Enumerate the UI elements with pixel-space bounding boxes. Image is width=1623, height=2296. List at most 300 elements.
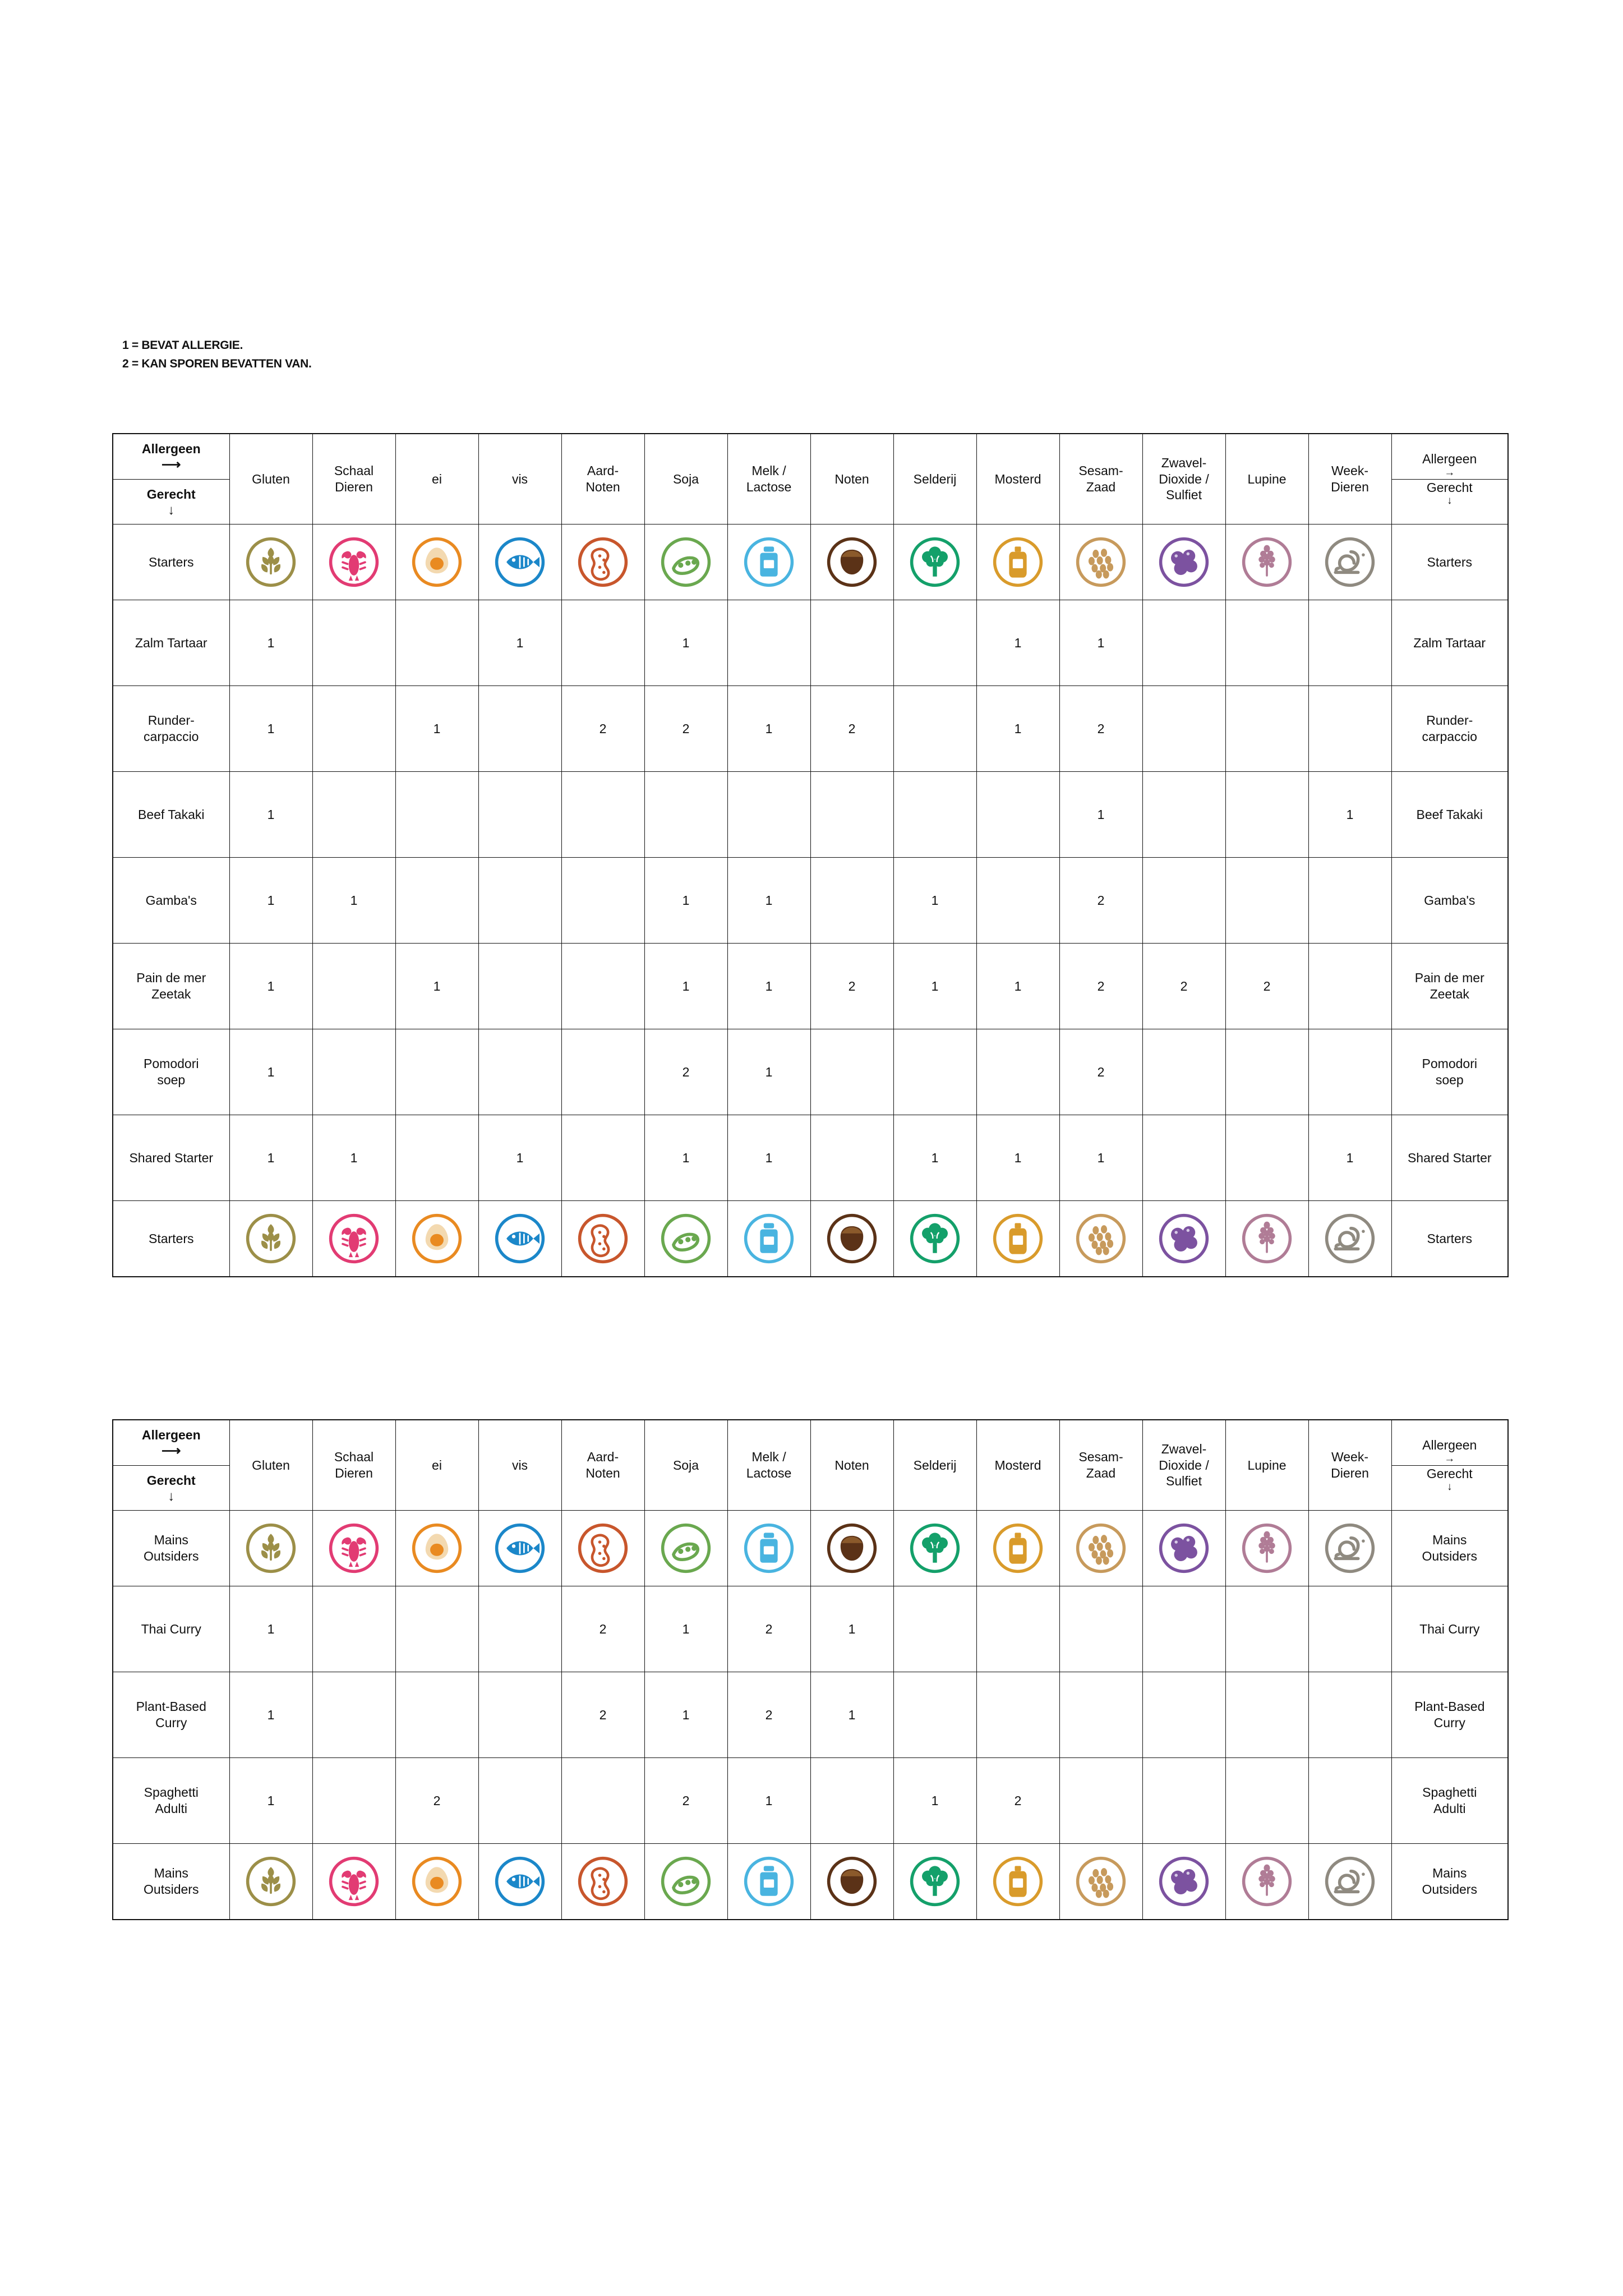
allergen-value: 1 [727, 944, 810, 1029]
mustard-icon [977, 1522, 1059, 1574]
allergen-icon-cell [478, 1201, 561, 1277]
arrow-right-icon: → [1444, 466, 1455, 478]
allergen-value [312, 600, 395, 686]
allergen-value: 1 [229, 686, 312, 772]
table-row [113, 1029, 1508, 1115]
allergen-icon-cell [893, 1201, 976, 1277]
allergen-icon-cell [1059, 524, 1142, 600]
section-row [113, 1511, 1508, 1586]
allergen-icon-cell [644, 1844, 727, 1920]
allergen-value [312, 944, 395, 1029]
allergen-header-mollusc: Week- Dieren [1308, 1420, 1391, 1511]
allergen-value: 1 [893, 1758, 976, 1844]
allergen-value [893, 772, 976, 858]
allergen-value: 1 [810, 1672, 893, 1758]
allergen-header-lupine: Lupine [1225, 434, 1308, 524]
allergen-value [312, 772, 395, 858]
allergen-header-mustard: Mosterd [976, 434, 1059, 524]
allergen-value [1142, 686, 1225, 772]
allergen-value: 1 [1308, 772, 1391, 858]
corner-gerecht: Gerecht ↓ [146, 1473, 196, 1504]
allergen-icon-cell [893, 1844, 976, 1920]
corner-right-gerecht: Gerecht ↓ [1426, 1466, 1473, 1493]
allergen-icon-cell [312, 1844, 395, 1920]
allergen-value [810, 1115, 893, 1201]
allergen-value: 1 [727, 858, 810, 944]
allergen-value [1142, 1758, 1225, 1844]
allergen-icon-cell [395, 1201, 478, 1277]
arrow-right-icon: ⟶ [162, 1443, 181, 1459]
allergen-value: 2 [561, 1586, 644, 1672]
lupine-icon [1226, 536, 1308, 588]
nut-icon [811, 1856, 893, 1907]
allergen-value [1142, 858, 1225, 944]
allergen-value: 1 [644, 858, 727, 944]
dish-name-right: Runder- carpaccio [1391, 686, 1508, 772]
allergen-value [478, 1029, 561, 1115]
allergen-value [976, 1586, 1059, 1672]
allergen-value [1308, 686, 1391, 772]
sesame-icon [1060, 1522, 1142, 1574]
allergen-header-fish: vis [478, 434, 561, 524]
allergen-icon-cell [395, 524, 478, 600]
allergen-icon-cell [727, 1511, 810, 1586]
allergen-icon-cell [1142, 524, 1225, 600]
allergen-value: 1 [229, 772, 312, 858]
allergen-value: 1 [395, 944, 478, 1029]
allergen-value [810, 858, 893, 944]
allergen-value [1225, 1672, 1308, 1758]
section-row [113, 524, 1508, 600]
allergen-header-mollusc: Week- Dieren [1308, 434, 1391, 524]
wheat-icon [230, 1213, 312, 1264]
allergen-value [1142, 1672, 1225, 1758]
allergen-value [312, 1758, 395, 1844]
allergen-value [1225, 1115, 1308, 1201]
allergen-value [395, 600, 478, 686]
corner-header [113, 1420, 229, 1511]
allergen-value: 1 [229, 1115, 312, 1201]
allergen-value [561, 1115, 644, 1201]
allergen-value [1308, 600, 1391, 686]
section-label-right: Starters [1391, 1201, 1508, 1277]
allergen-value: 1 [644, 1115, 727, 1201]
allergen-header-crustacean: Schaal Dieren [312, 434, 395, 524]
allergen-value: 1 [229, 1586, 312, 1672]
allergen-value: 2 [395, 1758, 478, 1844]
table-row [113, 772, 1508, 858]
dish-name-right: Pomodori soep [1391, 1029, 1508, 1115]
corner-allergeen: Allergeen ⟶ [113, 434, 229, 480]
allergen-value [395, 1029, 478, 1115]
allergen-value [1142, 1029, 1225, 1115]
dish-name: Runder- carpaccio [113, 686, 229, 772]
fish-icon [479, 536, 561, 588]
allergen-icon-cell [395, 1511, 478, 1586]
allergen-value [561, 1758, 644, 1844]
soy-icon [645, 1213, 727, 1264]
dish-name-right: Pain de mer Zeetak [1391, 944, 1508, 1029]
arrow-right-icon: → [1444, 1452, 1455, 1465]
allergen-value [976, 772, 1059, 858]
corner-gerecht: Gerecht ↓ [146, 486, 196, 518]
allergen-value [1225, 1029, 1308, 1115]
allergen-value [1142, 772, 1225, 858]
dish-name: Gamba's [113, 858, 229, 944]
allergen-value: 1 [893, 858, 976, 944]
allergen-value: 2 [976, 1758, 1059, 1844]
corner-right-allergeen: Allergeen → [1392, 451, 1508, 480]
allergen-value: 1 [644, 600, 727, 686]
peanut-icon [562, 536, 644, 588]
allergen-value [561, 944, 644, 1029]
allergen-icon-cell [229, 1844, 312, 1920]
allergen-header-mustard: Mosterd [976, 1420, 1059, 1511]
allergen-icon-cell [1308, 1511, 1391, 1586]
allergen-value [727, 772, 810, 858]
arrow-right-icon: ⟶ [162, 457, 181, 473]
allergen-value [893, 1586, 976, 1672]
allergen-icon-cell [229, 1201, 312, 1277]
crustacean-icon [313, 536, 395, 588]
allergen-value [1225, 772, 1308, 858]
header-row [113, 1420, 1508, 1511]
allergen-icon-cell [1142, 1511, 1225, 1586]
allergen-value: 1 [1308, 1115, 1391, 1201]
sesame-icon [1060, 1213, 1142, 1264]
egg-icon [396, 1522, 478, 1574]
allergen-value [395, 858, 478, 944]
dish-name: Zalm Tartaar [113, 600, 229, 686]
allergen-icon-cell [1308, 1844, 1391, 1920]
allergen-header-soy: Soja [644, 1420, 727, 1511]
mollusc-icon [1309, 1856, 1391, 1907]
peanut-icon [562, 1856, 644, 1907]
lupine-icon [1226, 1213, 1308, 1264]
lupine-icon [1226, 1522, 1308, 1574]
allergen-icon-cell [810, 1844, 893, 1920]
allergen-value: 1 [229, 944, 312, 1029]
allergen-matrix [112, 1419, 1509, 1920]
allergen-value [395, 1672, 478, 1758]
allergen-icon-cell [229, 1511, 312, 1586]
allergen-icon-cell [561, 524, 644, 600]
allergen-value [395, 772, 478, 858]
allergen-icon-cell [1225, 1511, 1308, 1586]
allergen-icon-cell [1225, 1201, 1308, 1277]
peanut-icon [562, 1522, 644, 1574]
allergen-value [644, 772, 727, 858]
peanut-icon [562, 1213, 644, 1264]
wheat-icon [230, 1522, 312, 1574]
table-row [113, 686, 1508, 772]
allergen-icon-cell [312, 524, 395, 600]
allergen-value [478, 1758, 561, 1844]
allergen-value [893, 686, 976, 772]
table-row [113, 1758, 1508, 1844]
allergen-icon-cell [1142, 1201, 1225, 1277]
soy-icon [645, 536, 727, 588]
allergen-icon-cell [1059, 1201, 1142, 1277]
allergen-header-celery: Selderij [893, 434, 976, 524]
allergen-value: 1 [229, 1029, 312, 1115]
allergen-header-milk: Melk / Lactose [727, 1420, 810, 1511]
celery-icon [894, 1213, 976, 1264]
allergen-icon-cell [395, 1844, 478, 1920]
allergen-icon-cell [976, 1511, 1059, 1586]
allergen-value: 2 [1059, 858, 1142, 944]
wheat-icon [230, 1856, 312, 1907]
dish-name: Beef Takaki [113, 772, 229, 858]
celery-icon [894, 1522, 976, 1574]
soy-icon [645, 1856, 727, 1907]
allergen-value: 1 [727, 1029, 810, 1115]
corner-allergeen: Allergeen ⟶ [113, 1420, 229, 1466]
allergen-icon-cell [976, 1844, 1059, 1920]
allergen-value [478, 686, 561, 772]
allergen-value [395, 1586, 478, 1672]
allergen-icon-cell [478, 1844, 561, 1920]
allergen-value: 1 [478, 1115, 561, 1201]
milk-icon [728, 1213, 810, 1264]
allergen-value: 2 [1059, 944, 1142, 1029]
allergen-icon-cell [644, 524, 727, 600]
allergen-value [1308, 1758, 1391, 1844]
crustacean-icon [313, 1522, 395, 1574]
dish-name: Pain de mer Zeetak [113, 944, 229, 1029]
allergen-header-wheat: Gluten [229, 1420, 312, 1511]
nut-icon [811, 536, 893, 588]
celery-icon [894, 536, 976, 588]
allergen-value [976, 1029, 1059, 1115]
soy-icon [645, 1522, 727, 1574]
fish-icon [479, 1213, 561, 1264]
dish-name-right: Plant-Based Curry [1391, 1672, 1508, 1758]
legend-line-1: 1 = BEVAT ALLERGIE. [122, 339, 243, 352]
dish-name: Pomodori soep [113, 1029, 229, 1115]
allergen-value [1308, 1029, 1391, 1115]
allergen-value [1308, 1586, 1391, 1672]
allergen-value: 1 [727, 686, 810, 772]
allergen-header-soy: Soja [644, 434, 727, 524]
corner-header-right [1391, 1420, 1508, 1511]
allergen-icon-cell [810, 1201, 893, 1277]
mollusc-icon [1309, 536, 1391, 588]
mustard-icon [977, 536, 1059, 588]
allergen-value: 1 [1059, 772, 1142, 858]
allergen-value: 1 [478, 600, 561, 686]
allergen-value: 1 [893, 1115, 976, 1201]
wheat-icon [230, 536, 312, 588]
allergen-value: 1 [1059, 1115, 1142, 1201]
allergen-value: 2 [810, 944, 893, 1029]
allergen-value: 2 [561, 1672, 644, 1758]
allergen-value: 1 [229, 858, 312, 944]
mustard-icon [977, 1213, 1059, 1264]
allergen-value [810, 600, 893, 686]
sulfite-icon [1143, 1522, 1225, 1574]
arrow-down-icon: ↓ [1447, 1481, 1453, 1493]
allergen-icon-cell [1225, 1844, 1308, 1920]
corner-right-gerecht: Gerecht ↓ [1426, 480, 1473, 507]
allergen-value [893, 1029, 976, 1115]
table-row [113, 1115, 1508, 1201]
allergen-value [1142, 600, 1225, 686]
allergen-header-lupine: Lupine [1225, 1420, 1308, 1511]
mollusc-icon [1309, 1213, 1391, 1264]
allergen-value [478, 772, 561, 858]
allergen-value [893, 600, 976, 686]
allergen-icon-cell [727, 524, 810, 600]
allergen-icon-cell [810, 1511, 893, 1586]
allergen-value: 2 [1225, 944, 1308, 1029]
nut-icon [811, 1213, 893, 1264]
allergen-icon-cell [1059, 1511, 1142, 1586]
allergen-icon-cell [1142, 1844, 1225, 1920]
table-row [113, 600, 1508, 686]
allergen-icon-cell [644, 1201, 727, 1277]
allergen-value [1225, 686, 1308, 772]
sulfite-icon [1143, 1856, 1225, 1907]
allergen-icon-cell [561, 1511, 644, 1586]
sulfite-icon [1143, 1213, 1225, 1264]
dish-name: Plant-Based Curry [113, 1672, 229, 1758]
allergen-icon-cell [312, 1201, 395, 1277]
corner-header [113, 434, 229, 524]
allergen-value: 1 [644, 1672, 727, 1758]
mustard-icon [977, 1856, 1059, 1907]
allergen-value: 2 [727, 1586, 810, 1672]
sulfite-icon [1143, 536, 1225, 588]
allergen-value [561, 772, 644, 858]
allergen-header-celery: Selderij [893, 1420, 976, 1511]
allergen-header-crustacean: Schaal Dieren [312, 1420, 395, 1511]
allergen-value [1225, 858, 1308, 944]
milk-icon [728, 536, 810, 588]
allergen-header-peanut: Aard- Noten [561, 1420, 644, 1511]
allergen-matrix [112, 433, 1509, 1277]
allergen-value: 1 [644, 944, 727, 1029]
allergen-header-egg: ei [395, 434, 478, 524]
dish-name-right: Beef Takaki [1391, 772, 1508, 858]
allergen-icon-cell [1308, 1201, 1391, 1277]
allergen-header-nut: Noten [810, 1420, 893, 1511]
allergen-value [395, 1115, 478, 1201]
arrow-down-icon: ↓ [168, 1488, 175, 1504]
allergen-icon-cell [1225, 524, 1308, 600]
allergen-value [1142, 1115, 1225, 1201]
allergen-value [727, 600, 810, 686]
allergen-value [1142, 1586, 1225, 1672]
section-label-right: Mains Outsiders [1391, 1511, 1508, 1586]
allergen-icon-cell [1308, 524, 1391, 600]
allergen-header-nut: Noten [810, 434, 893, 524]
allergen-header-milk: Melk / Lactose [727, 434, 810, 524]
allergen-value: 1 [810, 1586, 893, 1672]
celery-icon [894, 1856, 976, 1907]
allergen-value [1059, 1672, 1142, 1758]
allergen-value [561, 858, 644, 944]
allergen-value: 2 [561, 686, 644, 772]
allergen-icon-cell [312, 1511, 395, 1586]
section-label-right: Starters [1391, 524, 1508, 600]
section-row [113, 1844, 1508, 1920]
allergen-header-egg: ei [395, 1420, 478, 1511]
allergen-value [976, 858, 1059, 944]
section-label: Starters [113, 524, 229, 600]
sesame-icon [1060, 1856, 1142, 1907]
allergen-value [976, 1672, 1059, 1758]
allergen-icon-cell [478, 1511, 561, 1586]
allergen-value: 2 [1142, 944, 1225, 1029]
allergen-value [478, 1586, 561, 1672]
dish-name-right: Shared Starter [1391, 1115, 1508, 1201]
allergen-header-peanut: Aard- Noten [561, 434, 644, 524]
dish-name: Shared Starter [113, 1115, 229, 1201]
allergen-value: 1 [1059, 600, 1142, 686]
allergen-header-wheat: Gluten [229, 434, 312, 524]
allergen-icon-cell [561, 1201, 644, 1277]
corner-right-allergeen: Allergeen → [1392, 1437, 1508, 1466]
allergen-value [561, 600, 644, 686]
nut-icon [811, 1522, 893, 1574]
arrow-down-icon: ↓ [168, 502, 175, 518]
legend-line-2: 2 = KAN SPOREN BEVATTEN VAN. [122, 357, 312, 370]
allergen-value: 1 [229, 1758, 312, 1844]
allergen-value [893, 1672, 976, 1758]
allergen-value [1308, 1672, 1391, 1758]
allergen-icon-cell [727, 1844, 810, 1920]
section-row [113, 1201, 1508, 1277]
allergen-icon-cell [976, 524, 1059, 600]
allergen-value [478, 944, 561, 1029]
allergen-value [312, 1586, 395, 1672]
allergen-value [561, 1029, 644, 1115]
allergen-value [1225, 600, 1308, 686]
allergen-value: 1 [893, 944, 976, 1029]
allergen-value: 2 [1059, 686, 1142, 772]
header-row [113, 434, 1508, 524]
allergen-value: 1 [976, 1115, 1059, 1201]
allergen-value: 1 [229, 1672, 312, 1758]
allergen-value [1225, 1586, 1308, 1672]
dish-name-right: Zalm Tartaar [1391, 600, 1508, 686]
dish-name: Thai Curry [113, 1586, 229, 1672]
section-label-right: Mains Outsiders [1391, 1844, 1508, 1920]
allergen-value: 1 [644, 1586, 727, 1672]
allergen-table-mains [112, 1419, 1509, 1920]
allergen-header-sulfite: Zwavel- Dioxide / Sulfiet [1142, 1420, 1225, 1511]
milk-icon [728, 1856, 810, 1907]
allergen-table-starters [112, 433, 1509, 1277]
allergen-value: 2 [644, 1029, 727, 1115]
allergen-value: 1 [229, 600, 312, 686]
allergen-value [1059, 1758, 1142, 1844]
allergen-value [810, 1029, 893, 1115]
allergen-icon-cell [976, 1201, 1059, 1277]
allergen-value: 2 [644, 686, 727, 772]
egg-icon [396, 1213, 478, 1264]
allergen-value [1059, 1586, 1142, 1672]
allergen-value [1308, 944, 1391, 1029]
crustacean-icon [313, 1213, 395, 1264]
fish-icon [479, 1856, 561, 1907]
corner-header-right [1391, 434, 1508, 524]
section-label: Starters [113, 1201, 229, 1277]
allergen-value [312, 1029, 395, 1115]
allergen-value [810, 772, 893, 858]
allergen-value [1308, 858, 1391, 944]
